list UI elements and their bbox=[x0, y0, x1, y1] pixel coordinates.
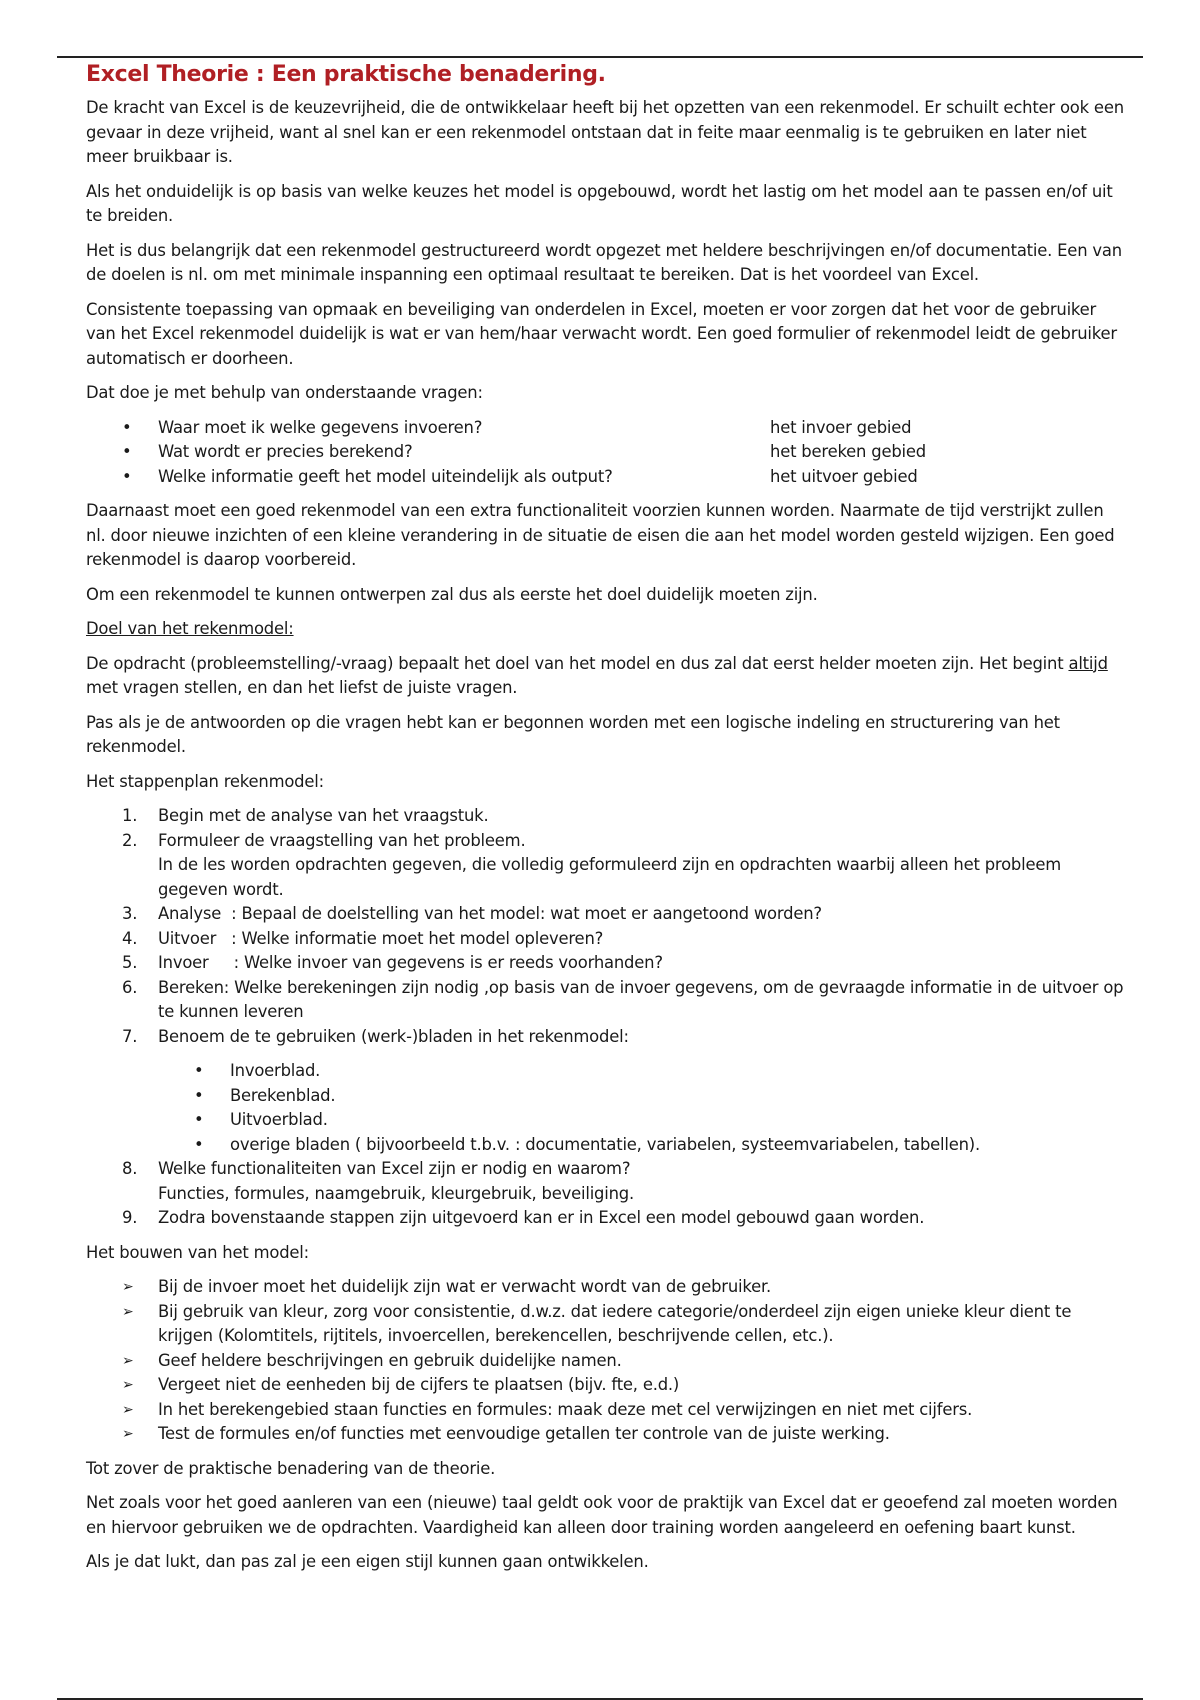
step-number: 3. bbox=[122, 904, 138, 923]
bullet-icon: • bbox=[122, 442, 132, 461]
list-item bbox=[86, 1422, 1126, 1447]
list-item bbox=[86, 1206, 1126, 1231]
step-text: Bereken: Welke berekeningen zijn nodig ,op basis van de invoer gegevens, om de gevraagde informatie in de uitvoer op te kunnen leveren bbox=[158, 977, 1124, 1021]
bullet-icon: • bbox=[194, 1134, 204, 1154]
closing-paragraph-2: Net zoals voor het goed aanleren van een (nieuwe) taal geldt ook voor de praktijk van Excel dat er geoefend zal moeten worden en hiervoor gebruiken we de opdrachten. Vaardigheid kan alleen door training worden aangeleerd en oefening baart kunst. bbox=[86, 1493, 1118, 1537]
arrow-bullet-icon: ➢ bbox=[122, 1303, 134, 1320]
list-item bbox=[86, 951, 1126, 976]
build-text: Geef heldere beschrijvingen en gebruik duidelijke namen. bbox=[158, 1350, 622, 1370]
sheet-name: Invoerblad. bbox=[230, 1061, 321, 1080]
bullet-icon: • bbox=[122, 417, 132, 437]
arrow-bullet-icon: ➢ bbox=[122, 1352, 134, 1369]
step-text: Begin met de analyse van het vraagstuk. bbox=[158, 806, 489, 825]
build-text: Test de formules en/of functies met eenvoudige getallen ter controle van de juiste werking. bbox=[158, 1424, 890, 1443]
list-item bbox=[86, 1084, 1126, 1109]
intro-paragraph-2: Als het onduidelijk is op basis van welke keuzes het model is opgebouwd, wordt het lastig om het model aan te passen en/of uit te breiden. bbox=[86, 181, 1113, 225]
closing-paragraph-1: Tot zover de praktische benadering van de theorie. bbox=[86, 1458, 496, 1478]
questions-list bbox=[86, 416, 1126, 490]
intro-paragraph-3: Het is dus belangrijk dat een rekenmodel gestructureerd wordt opgezet met heldere beschrijvingen en/of documentatie. Een van de doelen is nl. om met minimale inspanning een optimaal resultaat te bereiken. Dat is het voordeel van Excel. bbox=[86, 240, 1122, 284]
arrow-bullet-icon: ➢ bbox=[122, 1279, 134, 1295]
step-number: 5. bbox=[122, 953, 138, 972]
list-item bbox=[86, 465, 1126, 490]
goal-text-before: De opdracht (probleemstelling/-vraag) bepaalt het doel van het model en dus zal dat eerst helder moeten zijn. Het begint bbox=[86, 653, 1069, 673]
sheets-list bbox=[86, 1059, 1126, 1157]
step-text: Welke functionaliteiten van Excel zijn er nodig en waarom? bbox=[158, 1159, 631, 1178]
goal-emphasis: altijd bbox=[1068, 653, 1108, 673]
bullet-icon: • bbox=[194, 1110, 204, 1129]
step-number: 9. bbox=[122, 1208, 138, 1227]
list-item bbox=[86, 1025, 1126, 1050]
list-item bbox=[86, 1300, 1126, 1349]
step-text: Formuleer de vraagstelling van het probleem. bbox=[158, 830, 526, 850]
goal-paragraph-1 bbox=[86, 652, 1126, 701]
list-item bbox=[86, 1108, 1126, 1133]
question-area: het invoer gebied bbox=[770, 417, 912, 437]
goal-text-after: met vragen stellen, en dan het liefst de juiste vragen. bbox=[86, 678, 518, 697]
build-text: In het berekengebied staan functies en formules: maak deze met cel verwijzingen en niet met cijfers. bbox=[158, 1399, 973, 1419]
list-item bbox=[86, 1398, 1126, 1423]
goal-paragraph-2: Pas als je de antwoorden op die vragen hebt kan er begonnen worden met een logische indeling en structurering van het rekenmodel. bbox=[86, 712, 1060, 756]
list-item bbox=[86, 1059, 1126, 1084]
intro-paragraph-5: Dat doe je met behulp van onderstaande vragen: bbox=[86, 383, 483, 402]
list-item bbox=[86, 829, 1126, 903]
closing-paragraph-3: Als je dat lukt, dan pas zal je een eigen stijl kunnen gaan ontwikkelen. bbox=[86, 1552, 649, 1571]
document-page bbox=[86, 60, 1126, 1585]
list-item bbox=[86, 1133, 1126, 1158]
intro-paragraph-1: De kracht van Excel is de keuzevrijheid, die de ontwikkelaar heeft bij het opzetten van een rekenmodel. Er schuilt echter ook een gevaar in deze vrijheid, want al snel kan er een rekenmodel ontstaan dat in feite maar eenmalig is te gebruiken en later niet meer bruikbaar is. bbox=[86, 98, 1124, 166]
list-item bbox=[86, 440, 1126, 465]
steps-list bbox=[86, 804, 1126, 1049]
question-text: Waar moet ik welke gegevens invoeren? bbox=[158, 417, 483, 437]
list-item bbox=[86, 1157, 1126, 1206]
header-rule bbox=[57, 56, 1143, 58]
step-number: 1. bbox=[122, 806, 138, 825]
step-number: 4. bbox=[122, 928, 138, 948]
step-text: Zodra bovenstaande stappen zijn uitgevoerd kan er in Excel een model gebouwd gaan worden. bbox=[158, 1208, 925, 1227]
sheet-name: Berekenblad. bbox=[230, 1085, 336, 1105]
sheet-name: Uitvoerblad. bbox=[230, 1110, 328, 1129]
middle-paragraph-2: Om een rekenmodel te kunnen ontwerpen zal dus als eerste het doel duidelijk moeten zijn. bbox=[86, 584, 818, 604]
step-text: Benoem de te gebruiken (werk-)bladen in het rekenmodel: bbox=[158, 1026, 629, 1046]
document-title: Excel Theorie : Een praktische benadering. bbox=[86, 62, 606, 87]
arrow-bullet-icon: ➢ bbox=[122, 1377, 134, 1393]
step-extra: In de les worden opdrachten gegeven, die volledig geformuleerd zijn en opdrachten waarbij alleen het probleem gegeven wordt. bbox=[158, 855, 1062, 899]
step-text: Analyse : Bepaal de doelstelling van het model: wat moet er aangetoond worden? bbox=[158, 904, 822, 923]
build-text: Vergeet niet de eenheden bij de cijfers te plaatsen (bijv. fte, e.d.) bbox=[158, 1375, 680, 1394]
list-item bbox=[86, 416, 1126, 441]
step-number: 2. bbox=[122, 830, 138, 850]
arrow-bullet-icon: ➢ bbox=[122, 1401, 134, 1418]
middle-paragraph-1: Daarnaast moet een goed rekenmodel van een extra functionaliteit voorzien kunnen worden. Naarmate de tijd verstrijkt zullen nl. door nieuwe inzichten of een kleine verandering in de situatie de eisen die aan het model worden gesteld wijzigen. Een goed rekenmodel is daarop voorbereid. bbox=[86, 501, 1115, 569]
steps-heading: Het stappenplan rekenmodel: bbox=[86, 771, 324, 791]
sheet-name: overige bladen ( bijvoorbeeld t.b.v. : documentatie, variabelen, systeemvariabelen, tabellen). bbox=[230, 1134, 981, 1154]
list-item bbox=[86, 976, 1126, 1025]
build-text: Bij gebruik van kleur, zorg voor consistentie, d.w.z. dat iedere categorie/onderdeel zijn eigen unieke kleur dient te krijgen (Kolomtitels, rijtitels, invoercellen, berekencellen, beschrijvende cellen, etc.). bbox=[158, 1301, 1072, 1345]
list-item bbox=[86, 1275, 1126, 1300]
goal-heading: Doel van het rekenmodel: bbox=[86, 619, 294, 638]
list-item bbox=[86, 1349, 1126, 1374]
build-heading: Het bouwen van het model: bbox=[86, 1242, 309, 1262]
build-text: Bij de invoer moet het duidelijk zijn wat er verwacht wordt van de gebruiker. bbox=[158, 1277, 771, 1296]
bullet-icon: • bbox=[194, 1085, 204, 1105]
step-number: 7. bbox=[122, 1026, 138, 1046]
question-area: het bereken gebied bbox=[770, 442, 926, 461]
question-text: Welke informatie geeft het model uiteindelijk als output? bbox=[158, 466, 613, 486]
step-extra: Functies, formules, naamgebruik, kleurgebruik, beveiliging. bbox=[158, 1183, 635, 1203]
question-area: het uitvoer gebied bbox=[770, 466, 918, 486]
list-item bbox=[86, 1373, 1126, 1398]
step-number: 6. bbox=[122, 977, 138, 997]
bullet-icon: • bbox=[194, 1061, 204, 1080]
list-item bbox=[86, 927, 1126, 952]
list-item bbox=[86, 804, 1126, 829]
arrow-bullet-icon: ➢ bbox=[122, 1426, 134, 1442]
list-item bbox=[86, 902, 1126, 927]
bullet-icon: • bbox=[122, 466, 132, 486]
step-text: Uitvoer : Welke informatie moet het model opleveren? bbox=[158, 928, 604, 948]
step-number: 8. bbox=[122, 1159, 138, 1178]
question-text: Wat wordt er precies berekend? bbox=[158, 442, 413, 461]
steps-list-continued bbox=[86, 1157, 1126, 1231]
step-text: Invoer : Welke invoer van gegevens is er reeds voorhanden? bbox=[158, 953, 663, 972]
build-list bbox=[86, 1275, 1126, 1447]
intro-paragraph-4: Consistente toepassing van opmaak en beveiliging van onderdelen in Excel, moeten er voor zorgen dat het voor de gebruiker van het Excel rekenmodel duidelijk is wat er van hem/haar verwacht wordt. Een goed formulier of rekenmodel leidt de gebruiker automatisch er doorheen. bbox=[86, 299, 1117, 368]
